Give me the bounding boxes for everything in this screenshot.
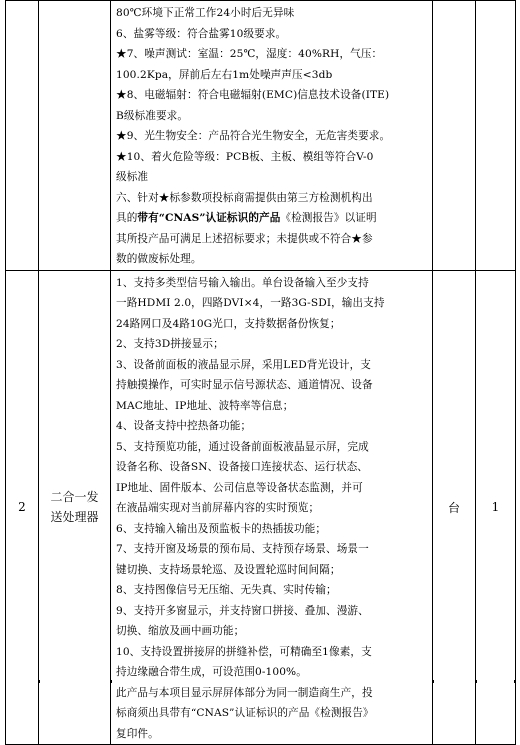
spec-text xyxy=(111,271,432,745)
spec-line-with-bold xyxy=(116,208,428,229)
quantity-cell: 1 xyxy=(476,270,516,745)
spec-line: ★8、电磁辐射：符合电磁辐射(EMC)信息技术设备(ITE) xyxy=(116,89,390,101)
spec-line: 在液晶端实现对当前屏幕内容的实时预览； xyxy=(116,502,320,514)
table-row xyxy=(6,1,516,271)
spec-cell xyxy=(111,1,433,271)
spec-line: ★10、着火危险等级：PCB板、主板、模组等符合V-0 xyxy=(116,150,374,163)
spec-line: 2、支持3D拼接显示； xyxy=(116,338,224,350)
name-cell xyxy=(39,270,111,745)
name-cell-empty xyxy=(39,1,111,271)
index-cell-empty xyxy=(6,1,39,271)
spec-line: 24路网口及4路10G光口，支持数据备份恢复； xyxy=(116,317,341,330)
spec-line: 标商须出具带有“CNAS”认证标识的产品《检测报告》 xyxy=(116,707,374,719)
spec-line: B级标准要求。 xyxy=(116,109,189,122)
spec-line-part: 《检测报告》以证明 xyxy=(280,212,377,224)
index-cell: 2 xyxy=(6,270,39,745)
spec-line: 80℃环境下正常工作24小时后无异味 xyxy=(116,7,295,19)
spec-text xyxy=(111,1,432,270)
cnas-bold-text: 带有“CNAS”认证标识的产品 xyxy=(137,212,281,224)
spec-line: 六、针对★标参数项投标商需提供由第三方检测机构出 xyxy=(116,191,373,204)
spec-line: 数的做废标处理。 xyxy=(116,253,202,265)
spec-line: 6、支持输入输出及预监板卡的热插拔功能； xyxy=(116,522,327,535)
spec-line: 5、支持预览功能，通过设备前面板液晶显示屏，完成 xyxy=(116,440,369,453)
spec-line: 持边缘融合带生成，可设范围0-100%。 xyxy=(116,666,307,678)
spec-line: 切换、缩放及画中画功能； xyxy=(116,625,245,637)
spec-line: 设备名称、设备SN、设备接口连接状态、运行状态、 xyxy=(116,461,368,473)
spec-line: 1、支持多类型信号输入输出。单台设备输入至少支持 xyxy=(116,276,369,289)
spec-line: MAC地址、IP地址、波特率等信息； xyxy=(116,399,294,412)
unit-cell: 台 xyxy=(433,270,476,745)
quantity-cell-empty xyxy=(476,1,516,271)
spec-line: 4、设备支持中控热备功能； xyxy=(116,420,252,432)
spec-line: 7、支持开窗及场景的预布局、支持预存场景、场景一 xyxy=(116,543,369,555)
spec-table xyxy=(5,0,516,745)
spec-line: ★7、噪声测试：室温：25℃，湿度：40%RH，气压： xyxy=(116,48,383,60)
spec-line: 10、支持设置拼接屏的拼缝补偿，可精确至1像素，支 xyxy=(116,645,372,658)
spec-line: 6、盐雾等级：符合盐雾10级要求。 xyxy=(116,27,287,40)
table-row xyxy=(6,270,516,745)
spec-line: 复印件。 xyxy=(116,727,159,740)
spec-line: 其所投产品可满足上述招标要求；未提供或不符合★参 xyxy=(116,232,373,245)
spec-cell xyxy=(111,270,433,745)
spec-line: 级标准 xyxy=(116,171,149,183)
spec-line: 键切换、支持场景轮巡、及设置轮巡时间间隔； xyxy=(116,563,341,576)
spec-line-part: 具的 xyxy=(116,212,138,224)
spec-line: 一路HDMI 2.0，四路DVI×4，一路3G-SDI，输出支持 xyxy=(116,297,385,309)
unit-cell-empty xyxy=(433,1,476,271)
spec-line: 3、设备前面板的液晶显示屏，采用LED背光设计，支 xyxy=(116,358,371,371)
spec-line: 8、支持图像信号无压缩、无失真、实时传输； xyxy=(116,584,337,596)
spec-line: 此产品与本项目显示屏屏体部分为同一制造商生产，投 xyxy=(116,686,373,699)
spec-line: IP地址、固件版本、公司信息等设备状态监测，并可 xyxy=(116,481,363,494)
spec-line: 9、支持开多窗显示，并支持窗口拼接、叠加、漫游、 xyxy=(116,604,369,617)
product-name: 二合一发送处理器 xyxy=(50,490,99,525)
spec-line: 100.2Kpa，屏前后左右1m处噪声声压<3db xyxy=(116,68,333,81)
spec-line: ★9、光生物安全：产品符合光生物安全，无危害类要求。 xyxy=(116,130,391,142)
spec-line: 持触摸操作，可实时显示信号源状态、通道情况、设备 xyxy=(116,379,373,391)
